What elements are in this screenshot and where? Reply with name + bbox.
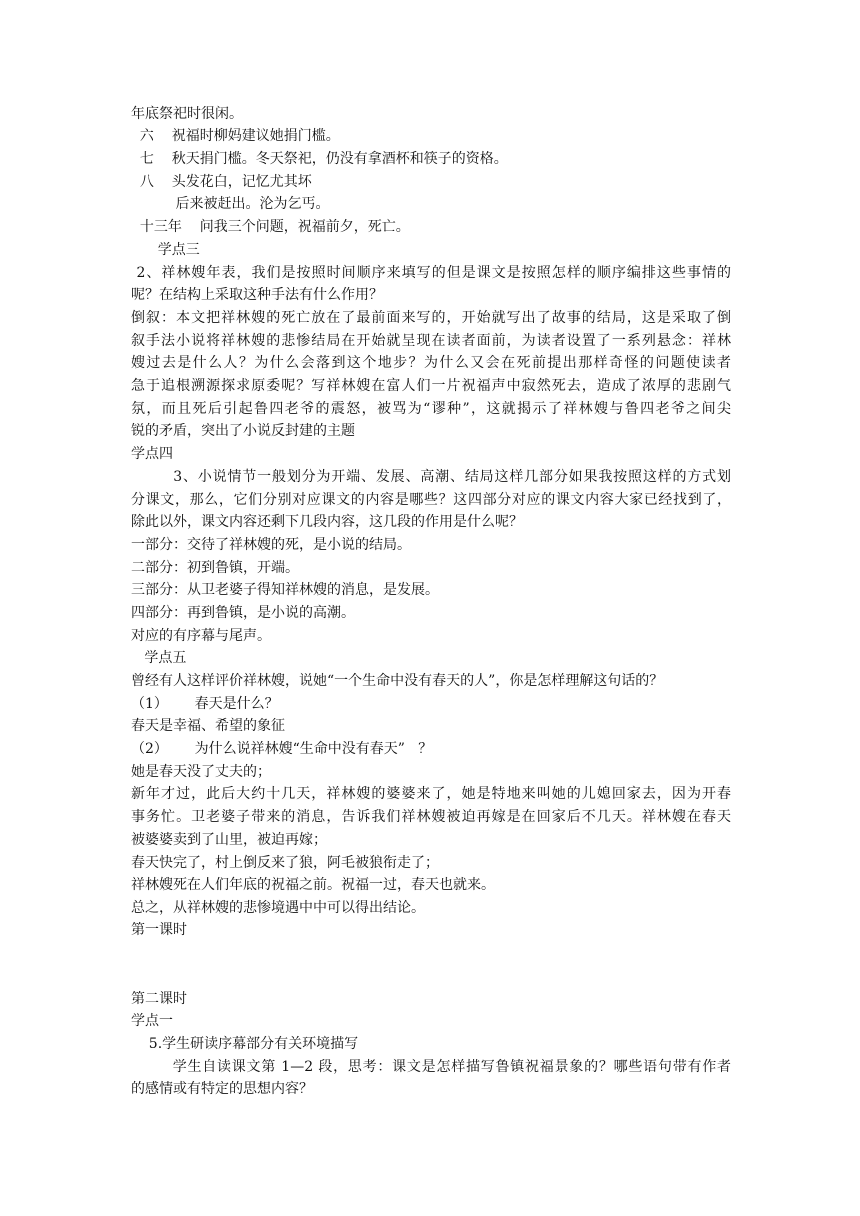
- text-line: 总之，从祥林嫂的悲惨境遇中中可以得出结论。: [131, 900, 425, 916]
- text-line: 年底祭祀时很闲。: [131, 106, 243, 122]
- section-heading: 学点四: [131, 446, 173, 462]
- text-line: 叙手法小说将祥林嫂的悲惨结局在开始就呈现在读者面前，为读者设置了一系列悬念：祥林: [131, 333, 731, 349]
- text-line: 后来被赶出。沦为乞丐。: [131, 196, 330, 212]
- text-line: 呢？在结构上采取这种手法有什么作用？: [131, 287, 383, 303]
- text-line: 的感情或有特定的思想内容？: [131, 1081, 313, 1097]
- text-line: （1） 春天是什么？: [131, 696, 279, 712]
- text-line: 事务忙。卫老婆子带来的消息，告诉我们祥林嫂被迫再嫁是在回家后不几天。祥林嫂在春天: [131, 809, 731, 825]
- text-line: 春天是幸福、希望的象征: [131, 718, 285, 734]
- text-line: 新年才过，此后大约十几天，祥林嫂的婆婆来了，她是特地来叫她的儿媳回家去，因为开春: [131, 786, 731, 802]
- text-line: 八 头发花白，记忆尤其坏: [131, 174, 312, 190]
- text-line: 她是春天没了丈夫的；: [131, 764, 271, 780]
- text-line: 2、祥林嫂年表，我们是按照时间顺序来填写的但是课文是按照怎样的顺序编排这些事情的: [131, 265, 731, 281]
- section-heading: 学点一: [131, 1013, 173, 1029]
- text-line: 四部分：再到鲁镇，是小说的高潮。: [131, 605, 355, 621]
- text-line: 祥林嫂死在人们年底的祝福之前。祝福一过，春天也就来。: [131, 877, 495, 893]
- text-line: 3、小说情节一般划分为开端、发展、高潮、结局这样几部分如果我按照这样的方式划: [131, 469, 731, 485]
- section-heading: 第一课时: [131, 922, 187, 938]
- text-line: （2） 为什么说祥林嫂“生命中没有春天” ？: [131, 741, 433, 757]
- text-line: 氛，而且死后引起鲁四老爷的震怒，被骂为“谬种”，这就揭示了祥林嫂与鲁四老爷之间尖: [131, 401, 731, 417]
- text-line: 倒叙：本文把祥林嫂的死亡放在了最前面来写的，开始就写出了故事的结局，这是采取了倒: [131, 310, 731, 326]
- text-line: 除此以外，课文内容还剩下几段内容，这几段的作用是什么呢？: [131, 514, 523, 530]
- text-line: 一部分：交待了祥林嫂的死，是小说的结局。: [131, 537, 411, 553]
- text-line: 二部分：初到鲁镇，开端。: [131, 560, 299, 576]
- section-heading: 学点三: [131, 242, 200, 258]
- text-line: 六 祝福时柳妈建议她捐门槛。: [131, 128, 340, 144]
- section-heading: 第二课时: [131, 991, 187, 1007]
- text-line: 急于追根溯源探求原委呢？写祥林嫂在富人们一片祝福声中寂然死去，造成了浓厚的悲剧气: [131, 378, 731, 394]
- section-heading: 学点五: [131, 650, 187, 666]
- text-line: 曾经有人这样评价祥林嫂，说她“一个生命中没有春天的人”，你是怎样理解这句话的？: [131, 673, 664, 689]
- text-line: 春天快完了，村上倒反来了狼，阿毛被狼衔走了；: [131, 855, 439, 871]
- text-line: 5.学生研读序幕部分有关环境描写: [131, 1036, 359, 1052]
- text-line: 被婆婆卖到了山里，被迫再嫁；: [131, 832, 327, 848]
- text-line: 三部分：从卫老婆子得知祥林嫂的消息，是发展。: [131, 582, 439, 598]
- text-line: 分课文，那么，它们分别对应课文的内容是哪些？这四部分对应的课文内容大家已经找到了，: [131, 492, 731, 508]
- text-line: 七 秋天捐门槛。冬天祭祀，仍没有拿酒杯和筷子的资格。: [131, 151, 508, 167]
- text-line: 学生自读课文第 1—2 段，思考：课文是怎样描写鲁镇祝福景象的？哪些语句带有作者: [131, 1059, 731, 1075]
- text-line: 十三年 问我三个问题，祝福前夕，死亡。: [131, 219, 410, 235]
- text-line: 对应的有序幕与尾声。: [131, 628, 271, 644]
- text-line: 嫂过去是什么人？为什么会落到这个地步？为什么又会在死前提出那样奇怪的问题使读者: [131, 355, 731, 371]
- text-line: 锐的矛盾，突出了小说反封建的主题: [131, 423, 355, 439]
